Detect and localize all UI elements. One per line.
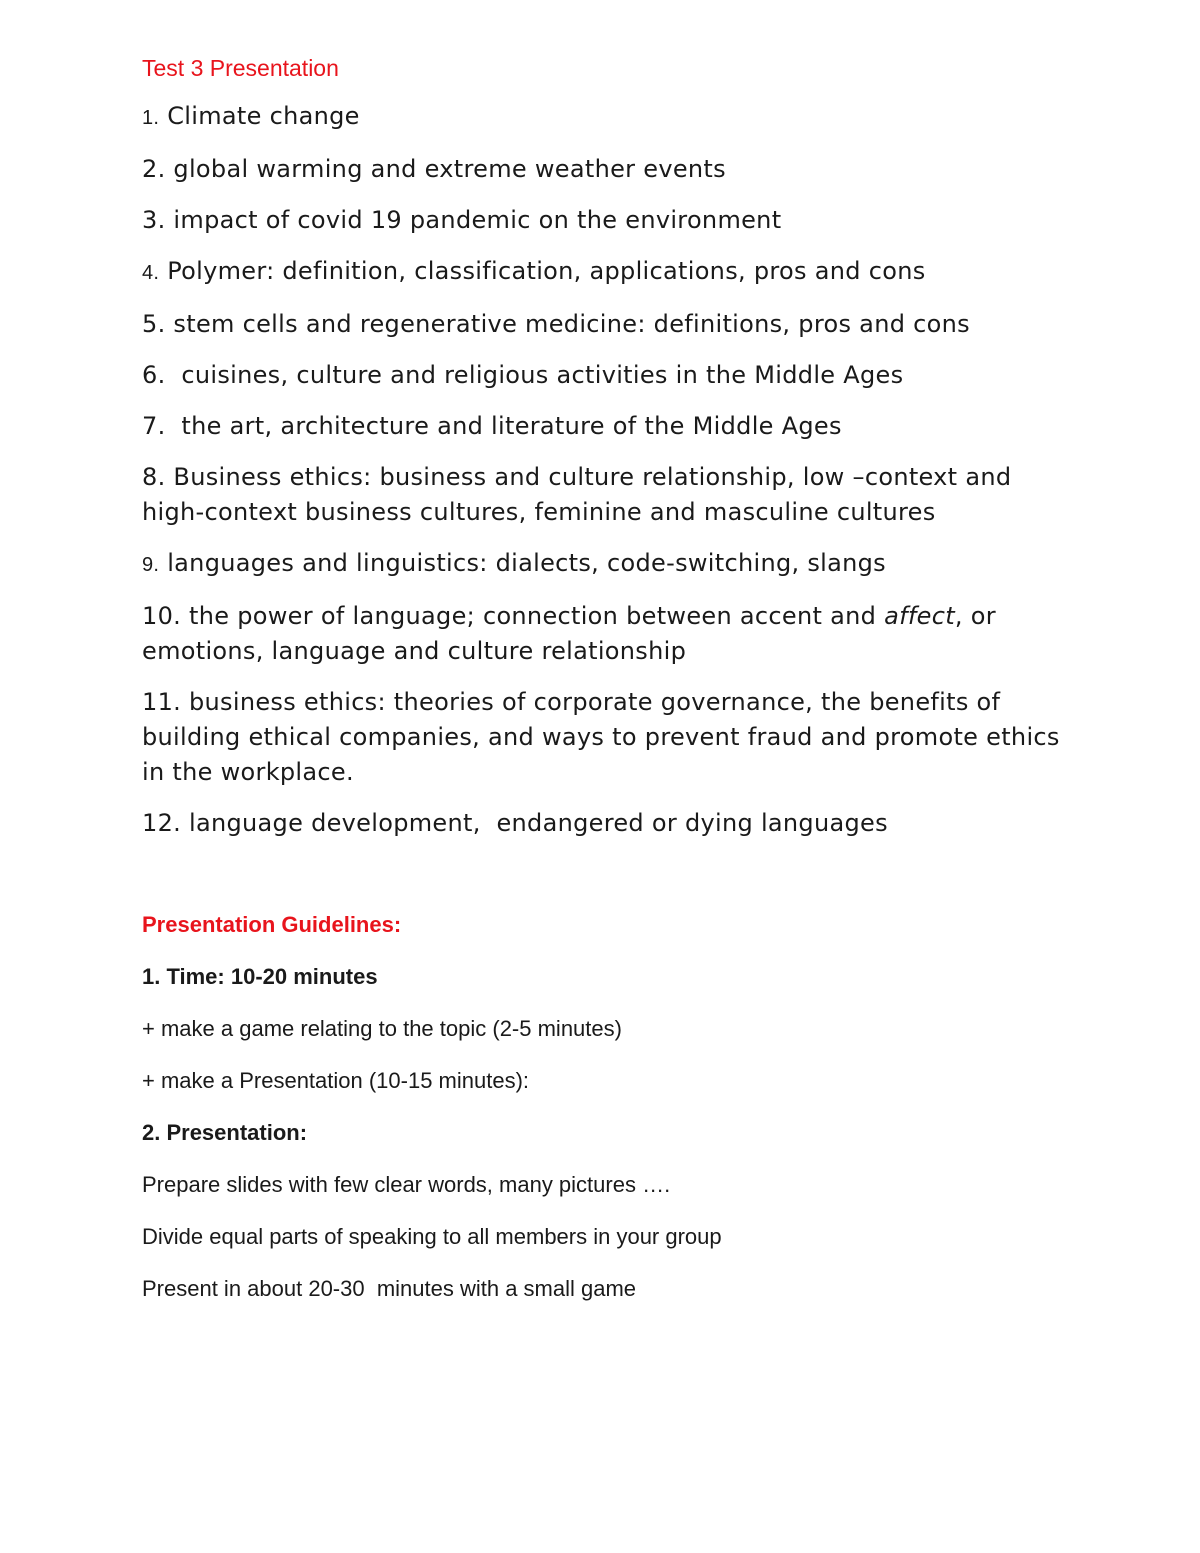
time-heading: 1. Time: 10-20 minutes	[142, 964, 378, 989]
topic-number: 3.	[142, 206, 166, 234]
topic-item-3	[142, 203, 1072, 238]
topic-text: impact of covid 19 pandemic on the environment	[165, 206, 782, 234]
topic-text: Business ethics: business and culture relationship, low –context and high-context business cultures, feminine and masculine cultures	[142, 463, 1012, 526]
topic-text: Climate change	[159, 102, 360, 130]
topic-number: 1.	[142, 107, 160, 129]
presentation-item: Divide equal parts of speaking to all members in your group	[142, 1224, 722, 1249]
topic-item-7	[142, 409, 1072, 444]
topic-text: the art, architecture and literature of the Middle Ages	[165, 412, 842, 440]
topic-item-9	[142, 546, 1072, 583]
topic-number: 5.	[142, 310, 166, 338]
topic-text-italic: affect	[884, 602, 955, 630]
topic-text: , or emotions, language and culture relationship	[142, 602, 996, 665]
document-title: Test 3 Presentation	[142, 55, 339, 81]
topic-item-4	[142, 254, 1072, 291]
guidelines-heading: Presentation Guidelines:	[142, 912, 402, 937]
topic-text: global warming and extreme weather events	[165, 155, 726, 183]
topic-number: 4.	[142, 262, 160, 284]
topic-number: 12.	[142, 809, 182, 837]
topic-number: 11.	[142, 688, 182, 716]
topic-text: stem cells and regenerative medicine: definitions, pros and cons	[165, 310, 970, 338]
topic-number: 6.	[142, 361, 166, 389]
topic-item-6	[142, 358, 1072, 393]
topic-number: 2.	[142, 155, 166, 183]
topic-text: Polymer: definition, classification, applications, pros and cons	[159, 257, 926, 285]
section-gap	[142, 857, 1072, 909]
topic-text: languages and linguistics: dialects, code-switching, slangs	[159, 549, 886, 577]
topic-item-5	[142, 307, 1072, 342]
presentation-heading: 2. Presentation:	[142, 1120, 308, 1145]
document-page	[142, 52, 1072, 1325]
presentation-item: Present in about 20-30 minutes with a small game	[142, 1276, 637, 1301]
topic-list	[142, 99, 1072, 841]
topic-text: cuisines, culture and religious activities in the Middle Ages	[165, 361, 904, 389]
topic-item-1	[142, 99, 1072, 136]
time-item: + make a Presentation (10-15 minutes):	[142, 1068, 530, 1093]
topic-item-10	[142, 599, 1072, 669]
topic-item-8	[142, 460, 1072, 530]
topic-number: 8.	[142, 463, 166, 491]
topic-number: 7.	[142, 412, 166, 440]
topic-item-12	[142, 806, 1072, 841]
topic-text: the power of language; connection between accent and	[181, 602, 885, 630]
topic-item-2	[142, 152, 1072, 187]
time-item: + make a game relating to the topic (2-5 minutes)	[142, 1016, 622, 1041]
topic-number: 10.	[142, 602, 182, 630]
topic-item-11	[142, 685, 1072, 790]
presentation-item: Prepare slides with few clear words, many pictures ….	[142, 1172, 671, 1197]
topic-number: 9.	[142, 554, 160, 576]
topic-text: business ethics: theories of corporate governance, the benefits of building ethical companies, and ways to prevent fraud and promote ethics in the workplace.	[142, 688, 1060, 786]
topic-text: language development, endangered or dying languages	[181, 809, 888, 837]
